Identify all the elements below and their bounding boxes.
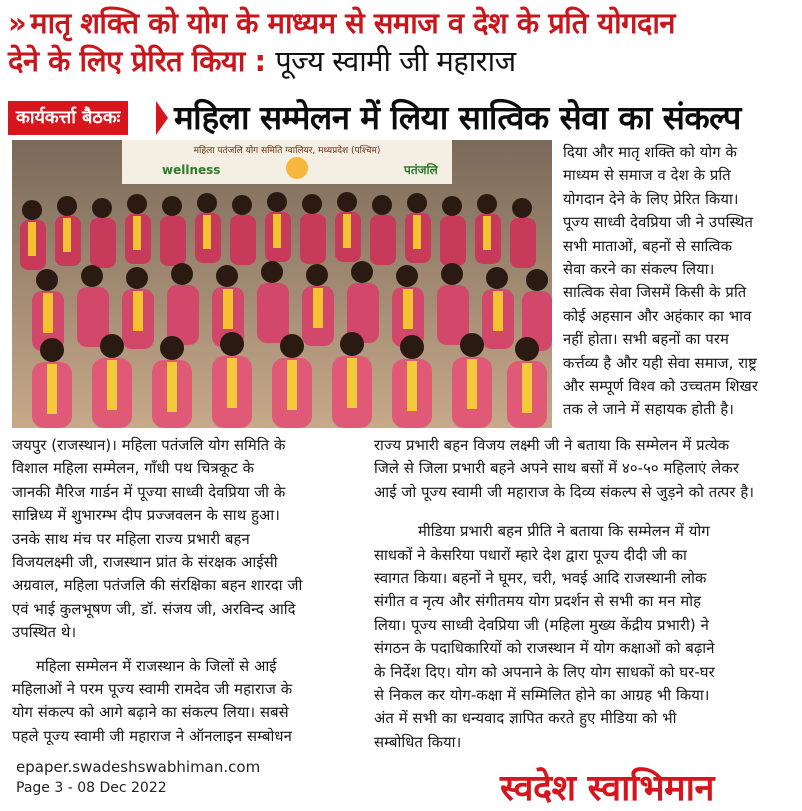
title-row — [8, 98, 798, 140]
text-line: सम्बोधित किया। — [374, 733, 462, 751]
text-line: सभी माताओं, बहनों से सात्विक — [563, 237, 733, 255]
text-line: जिले से जिला प्रभारी बहने अपने साथ बसों में ४०-५० महिलाएं लेकर — [374, 460, 740, 478]
text-line: स्वागत किया। बहनों ने घूमर, चरी, भवई आदि राजस्थानी लोक — [374, 570, 707, 588]
text-line: नहीं होता। सभी बहनों का परम — [563, 331, 729, 349]
kicker-label: कार्यकर्त्ता बैठकः — [8, 101, 128, 135]
text-line: माध्यम से समाज व देश के प्रति — [563, 167, 731, 185]
text-line: सान्निध्य में शुभारम्भ दीप प्रज्जवलन के साथ हुआ। — [12, 507, 280, 525]
banner-text: महिला पतंजलि योग समिति ग्वालियर, मध्यप्रदेश (पश्चिम) — [193, 146, 381, 156]
text-line: से निकल कर योग-कक्षा में सम्मिलित होने का आग्रह भी किया। — [374, 687, 710, 705]
headline-text-1: मातृ शक्ति को योग के माध्यम से समाज व देश के प्रति योगदान — [30, 6, 676, 40]
text-line: राज्य प्रभारी बहन विजय लक्ष्मी जी ने बताया कि सम्मेलन में प्रत्येक — [374, 437, 730, 454]
text-line: सात्विक सेवा जिसमें किसी के प्रति — [563, 284, 747, 302]
text-line: साधकों ने केसरिया पधारों म्हारे देश द्वारा पूज्य दीदी जी का — [374, 546, 687, 564]
text-line: संगीत व नृत्य और संगीतमय योग प्रदर्शन से सभी का मन मोह — [374, 593, 702, 611]
kicker-arrow — [156, 101, 168, 135]
om-emblem — [286, 157, 308, 179]
text-line: योगदान देने के लिए प्रेरित किया। — [563, 190, 739, 208]
text-line: तक ले जाने में सहायक होती है। — [563, 401, 734, 419]
right-top-text — [563, 141, 796, 422]
text-line: पहले पूज्य स्वामी जी महाराज ने ऑनलाइन सम्बोधन — [12, 727, 292, 745]
text-line: सेवा करने का संकल्प लिया। — [563, 261, 715, 279]
group-photo — [12, 140, 552, 428]
paragraph-gap — [12, 645, 365, 655]
main-title: महिला सम्मेलन में लिया सात्विक सेवा का संकल्प — [174, 98, 741, 137]
wellness-logo: wellness — [162, 163, 221, 177]
group-photo-illustration — [12, 140, 552, 428]
patanjali-logo: पतंजलि — [404, 163, 438, 177]
text-line: संगठन के पदाधिकारियों को राजस्थान में योग कक्षाओं को बढ़ाने — [374, 640, 715, 658]
headline-line-1 — [8, 4, 798, 42]
text-line: लिया। पूज्य साध्वी देवप्रिया जी (महिला मुख्य केंद्रीय प्रभारी) ने — [374, 616, 709, 634]
headline-text-2: देने के लिए प्रेरित किया — [8, 44, 245, 78]
text-line: जयपुर (राजस्थान)। महिला पतंजलि योग समिति के — [12, 437, 286, 454]
text-line: उनके साथ मंच पर महिला राज्य प्रभारी बहन — [12, 530, 250, 548]
text-line: अंत में सभी का धन्यवाद ज्ञापित करते हुए मीडिया को भी — [374, 710, 677, 728]
text-line: पूज्य साध्वी देवप्रिया जी ने उपस्थित — [563, 214, 753, 232]
text-line: कोई अहसान और अहंकार का भाव — [563, 307, 752, 325]
text-line: महिलाओं ने परम पूज्य स्वामी रामदेव जी महाराज के — [12, 681, 293, 699]
text-line: एवं भाई कुलभूषण जी, डॉ. संजय जी, अरविन्द आदि — [12, 600, 296, 618]
text-line: अग्रवाल, महिला पतंजलि की संरक्षिका बहन शारदा जी — [12, 577, 303, 595]
page-info: Page 3 - 08 Dec 2022 — [16, 780, 167, 796]
text-line: विशाल महिला सम्मेलन, गाँधी पथ चित्रकूट के — [12, 460, 255, 478]
text-line: विजयलक्ष्मी जी, राजस्थान प्रांत के संरक्षक आईसी — [12, 554, 278, 572]
headline-line-2 — [8, 42, 798, 80]
text-line: कर्त्तव्य है और यही सेवा समाज, राष्ट्र — [563, 354, 757, 372]
text-line: आई जो पूज्य स्वामी जी महाराज के दिव्य संकल्प से जुड़ने को तत्पर है। — [374, 483, 755, 501]
text-line: योग संकल्प को आगे बढ़ाने का संकल्प लिया। सबसे — [12, 704, 289, 722]
headline-separator: : — [244, 44, 276, 78]
headline — [8, 4, 798, 80]
text-line: दिया और मातृ शक्ति को योग के — [563, 144, 737, 161]
epaper-url[interactable]: epaper.swadeshswabhiman.com — [16, 758, 261, 776]
double-chevron-icon: » — [8, 6, 27, 40]
left-column-text — [12, 434, 365, 748]
headline-speaker: पूज्य स्वामी जी महाराज — [275, 44, 516, 78]
text-line: और सम्पूर्ण विश्व को उच्चतम शिखर — [563, 378, 759, 396]
text-line: के निर्देश दिए। योग को अपनाने के लिए योग साधकों को घर-घर — [374, 663, 715, 681]
text-line: उपस्थित थे। — [12, 624, 77, 642]
newspaper-brand-logo: स्वदेश स्वाभिमान — [500, 768, 714, 809]
text-line: मीडिया प्रभारी बहन प्रीति ने बताया कि सम्मेलन में योग — [418, 523, 710, 541]
text-line: महिला सम्मेलन में राजस्थान के जिलों से आई — [36, 657, 277, 675]
paragraph-gap — [374, 504, 796, 520]
right-column-text — [374, 434, 796, 754]
text-line: जानकी मैरिज गार्डन में पूज्या साध्वी देवप्रिया जी के — [12, 483, 286, 501]
